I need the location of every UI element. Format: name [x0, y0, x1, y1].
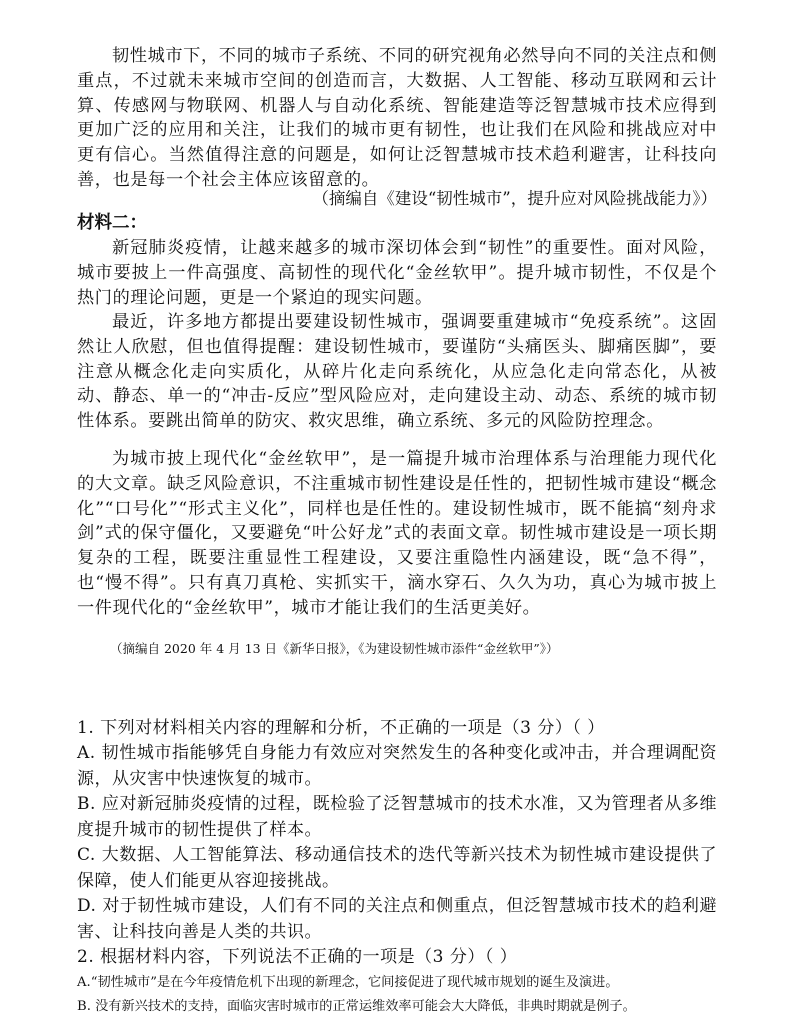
material1-paragraph: 韧性城市下，不同的城市子系统、不同的研究视角必然导向不同的关注点和侧重点，不过就未来城市空间的创造而言，大数据、人工智能、移动互联网和云计算、传感网与物联网、机器人与自动化系统、智能建造等泛智慧城市技术应得到更加广泛的应用和关注，让我们的城市更有韧性，也让我们在风险和挑战应对中更有信心。当然值得注意的问题是，如何让泛智慧城市技术趋利避害，让科技向善，也是每一个社会主体应该留意的。 — [77, 46, 717, 190]
material1-source: （摘编自《建设“韧性城市”，提升应对风险挑战能力》） — [312, 189, 717, 208]
material2-paragraph-3: 为城市披上现代化“金丝软甲”，是一篇提升城市治理体系与治理能力现代化的大文章。缺乏风险意识，不注重城市韧性建设是任性的，把韧性城市建设“概念化”“口号化”“形式主义化”，同样也是任性的。建设韧性城市，既不能搞“刻舟求剑”式的保守僵化，又要避免“叶公好龙”式的表面文章。韧性城市建设是一项长期复杂的工程，既要注重显性工程建设，又要注重隐性内涵建设，既“急不得”，也“慢不得”。只有真刀真枪、实抓实干，滴水穿石、久久为功，真心为城市披上一件现代化的“金丝软甲”，城市才能让我们的生活更美好。 — [77, 449, 717, 618]
question-1-option-b: B. 应对新冠肺炎疫情的过程，既检验了泛智慧城市的技术水准，又为管理者从多维度提升城市的韧性提供了样本。 — [77, 794, 717, 840]
material2-source: （摘编自 2020 年 4 月 13 日《新华日报》，《为建设韧性城市添件“金丝软甲”》） — [110, 641, 559, 656]
question-1-option-c: C. 大数据、人工智能算法、移动通信技术的迭代等新兴技术为韧性城市建设提供了保障，使人们能更从容迎接挑战。 — [77, 845, 717, 891]
question-1-option-a: A. 韧性城市指能够凭自身能力有效应对突然发生的各种变化或冲击，并合理调配资源，从灾害中快速恢复的城市。 — [77, 743, 717, 789]
material2-paragraph-2: 最近，许多地方都提出要建设韧性城市，强调要重建城市“免疫系统”。这固然让人欣慰，但也值得提醒：建设韧性城市，要谨防“头痛医头、脚痛医脚”，要注意从概念化走向实质化，从碎片化走向系统化，从应急化走向常态化，从被动、静态、单一的“冲击-反应”型风险应对，走向建设主动、动态、系统的城市韧性体系。要跳出简单的防灾、救灾思维，确立系统、多元的风险防控理念。 — [77, 312, 717, 432]
question-1-option-d: D. 对于韧性城市建设，人们有不同的关注点和侧重点，但泛智慧城市技术的趋利避害、让科技向善是人类的共识。 — [77, 896, 717, 942]
question-2-option-a: A.“韧性城市”是在今年疫情危机下出现的新理念，它间接促进了现代城市规划的诞生及演进。 — [77, 975, 619, 990]
question-1-stem: 1. 下列对材料相关内容的理解和分析，不正确的一项是（3 分）（ ） — [77, 718, 605, 738]
question-2-stem: 2. 根据材料内容，下列说法不正确的一项是（3 分）（ ） — [77, 947, 518, 967]
material2-paragraph-1: 新冠肺炎疫情，让越来越多的城市深切体会到“韧性”的重要性。面对风险，城市要披上一件高强度、高韧性的现代化“金丝软甲”。提升城市韧性，不仅是个热门的理论问题，更是一个紧迫的现实问题。 — [77, 238, 717, 308]
material2-heading: 材料二： — [77, 213, 147, 233]
question-2-option-b: B. 没有新兴技术的支持，面临灾害时城市的正常运维效率可能会大大降低，非典时期就是例子。 — [77, 999, 636, 1014]
